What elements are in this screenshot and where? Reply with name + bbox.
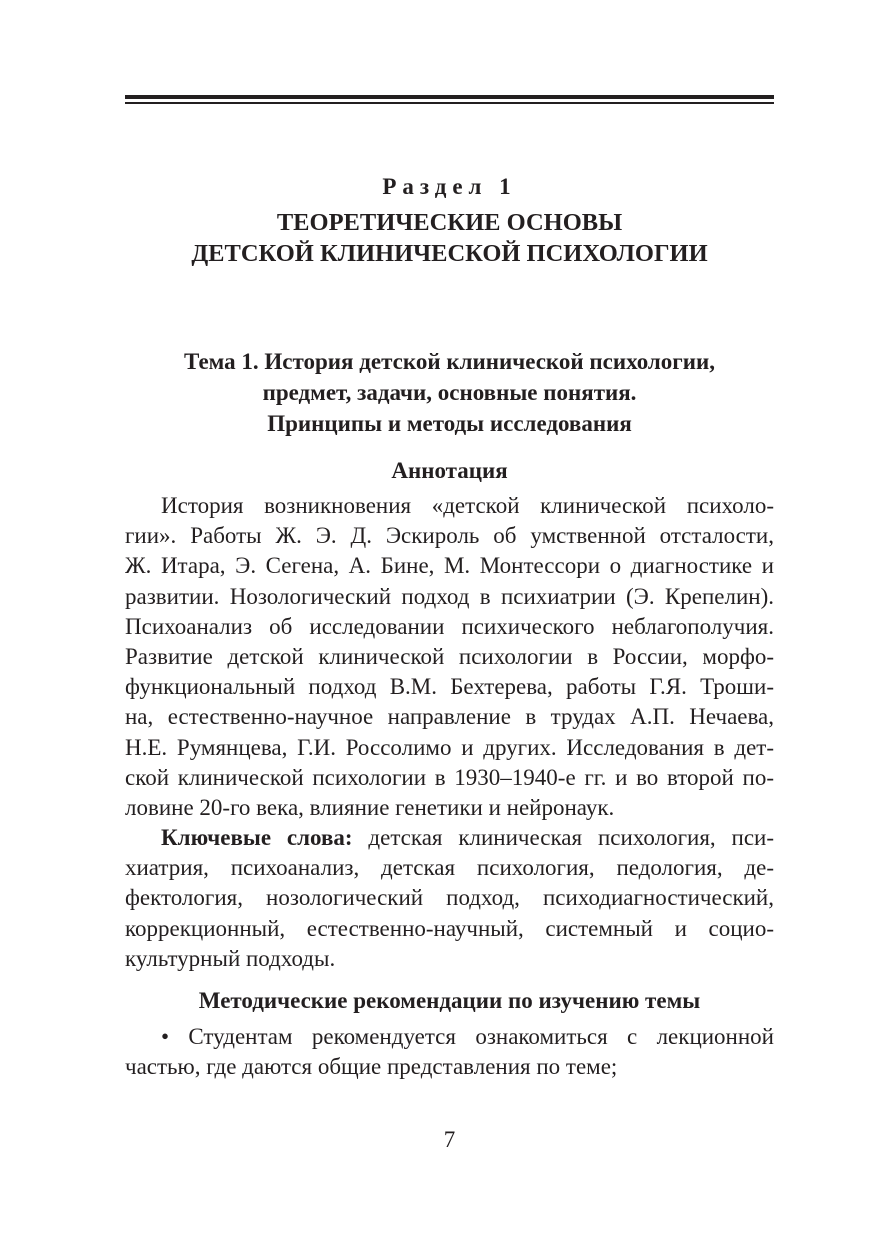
topic-title-line: Принципы и методы исследования [267, 411, 632, 436]
section-label: Раздел 1 [382, 174, 517, 199]
paragraph-line: хиатрия, психоанализ, детская психология, педология, де- [125, 855, 774, 881]
annotation-paragraph [125, 491, 774, 823]
keywords-label: Ключевые слова: [161, 825, 353, 850]
topic-title [125, 346, 774, 439]
paragraph-line: гии». Работы Ж. Э. Д. Эскироль об умственной отсталости, [125, 523, 774, 549]
section-title-line: ТЕОРЕТИЧЕСКИЕ ОСНОВЫ [276, 209, 623, 236]
paragraph-line: развитии. Нозологический подход в психиатрии (Э. Крепелин). [125, 583, 774, 609]
paragraph-line: частью, где даются общие представления по теме; [125, 1054, 618, 1080]
paragraph-line: ловине 20-го века, влияние генетики и нейронаук. [125, 794, 615, 820]
paragraph-line: фектология, нозологический подход, психодиагностический, [125, 885, 774, 911]
paragraph-line: Ж. Итара, Э. Сегена, А. Бине, М. Монтессори о диагностике и [125, 553, 774, 579]
header-rule-thick [125, 95, 774, 99]
paragraph-line: Н.Е. Румянцева, Г.И. Россолимо и других. Исследования в дет- [125, 734, 774, 760]
keywords-first-line [125, 823, 774, 853]
paragraph-line: • Студентам рекомендуется ознакомиться с лекционной [161, 1024, 774, 1049]
paragraph-line: История возникновения «детской клинической психоло- [161, 493, 774, 518]
paragraph-line: на, естественно-научное направление в трудах А.П. Нечаева, [125, 704, 774, 730]
annotation-heading: Аннотация [391, 458, 508, 483]
topic-title-line: предмет, задачи, основные понятия. [262, 380, 637, 405]
paragraph-line: культурный подходы. [125, 945, 336, 971]
paragraph-line: функциональный подход В.М. Бехтерева, работы Г.Я. Троши- [125, 674, 774, 700]
paragraph-line: Развитие детской клинической психологии в России, морфо- [125, 643, 774, 669]
methodical-heading: Методические рекомендации по изучению темы [198, 988, 701, 1013]
section-title [125, 207, 774, 269]
topic-title-line: Тема 1. История детской клинической психологии, [183, 349, 715, 374]
paragraph-line: ской клинической психологии в 1930–1940-е гг. и во второй по- [125, 764, 774, 790]
header-rule-thin [125, 102, 774, 104]
section-title-line: ДЕТСКОЙ КЛИНИЧЕСКОЙ ПСИХОЛОГИИ [191, 240, 708, 267]
page-number: 7 [443, 1127, 456, 1152]
methodical-paragraph [125, 1022, 774, 1082]
paragraph-line: коррекционный, естественно-научный, системный и социо- [125, 915, 774, 941]
paragraph-line: Психоанализ об исследовании психического неблагополучия. [125, 613, 774, 639]
keywords-paragraph [125, 823, 774, 974]
keywords-first-line-text: детская клиническая психология, пси- [352, 825, 775, 850]
